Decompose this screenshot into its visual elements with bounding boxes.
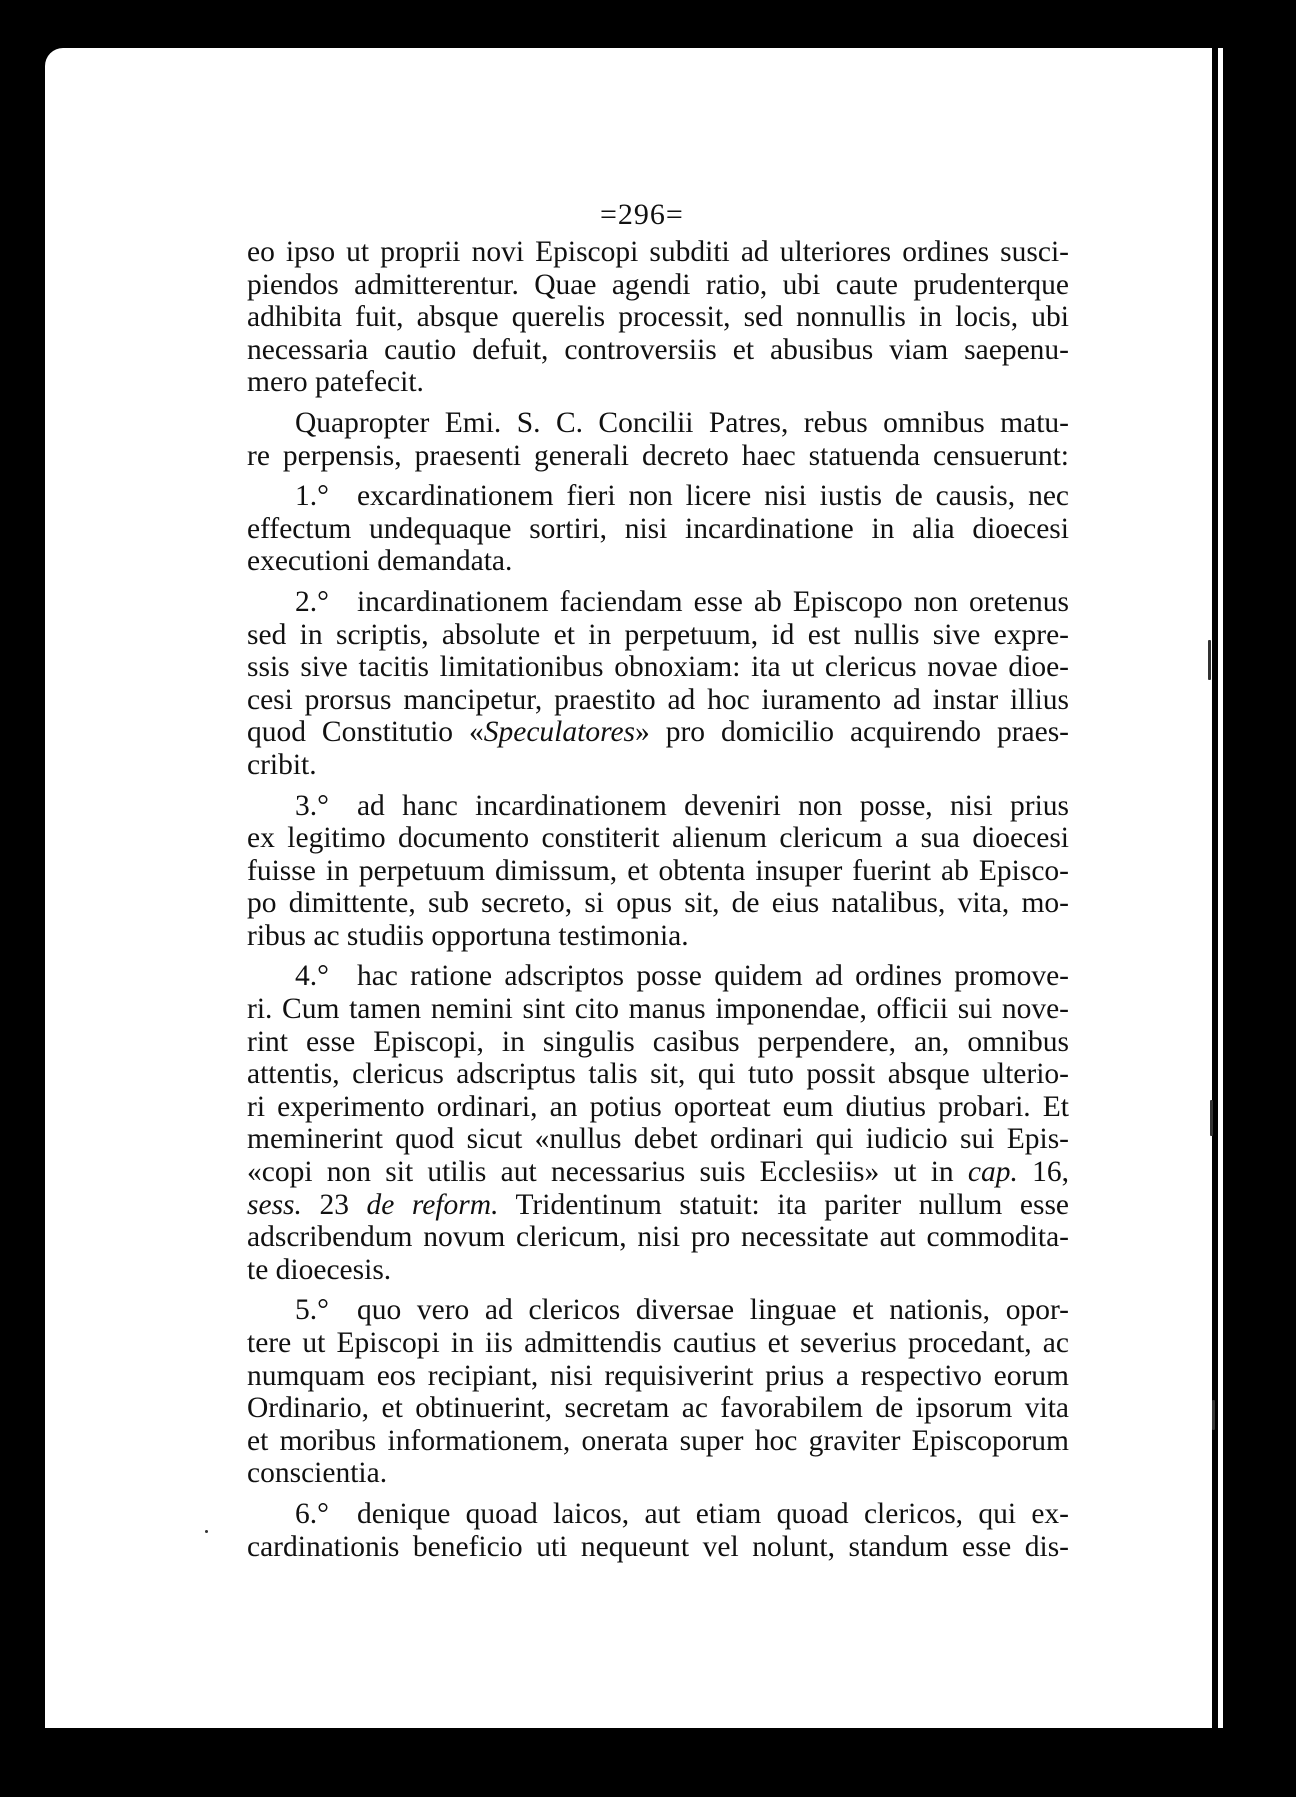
text-line: piendos admitterentur. Quae agendi ratio, ubi caute prudenterque [247,268,1069,301]
item-number: 6.° [295,1497,329,1530]
scan-speck [205,1530,208,1533]
text-line: Quapropter Emi. S. C. Concilii Patres, rebus omnibus matu- [295,406,1069,439]
item-number: 4.° [295,960,329,993]
text-line: 1.° excardinationem fieri non licere nisi iustis de causis, nec [295,480,1069,513]
text-line: cardinationis beneficio uti nequeunt vel nolunt, standum esse dis- [247,1530,1069,1563]
item-5 [247,1294,1069,1490]
item-4 [247,960,1069,1286]
page-text [247,236,1069,1571]
page-edge [1212,48,1218,1728]
text-line: cesi prorsus mancipetur, praestito ad hoc iuramento ad instar illius [247,683,1069,716]
text-line: et moribus informationem, onerata super hoc graviter Episcoporum [247,1424,1069,1457]
text-line: quod Constitutio «Speculatores» pro domicilio acquirendo praes- [247,716,1069,749]
text-line: Ordinario, et obtinuerint, secretam ac favorabilem de ipsorum vita [247,1392,1069,1425]
text-line: mero patefecit. [247,366,424,399]
item-2 [247,586,1069,782]
text-line: fuisse in perpetuum dimissum, et obtenta insuper fuerint ab Episco- [247,854,1069,887]
text-line: re perpensis, praesenti generali decreto haec statuenda censuerunt: [247,439,1069,472]
text-line: te dioecesis. [247,1253,392,1286]
text-line: conscientia. [247,1457,388,1490]
text-line: ribus ac studiis opportuna testimonia. [247,919,689,952]
scan-speck [1210,1100,1213,1136]
text-line: sess. 23 de reform. Tridentinum statuit: ita pariter nullum esse [247,1188,1069,1221]
text-line: attentis, clericus adscriptus talis sit, qui tuto possit absque ulterio- [247,1058,1069,1091]
scan-speck [1212,1400,1215,1430]
item-number: 2.° [295,585,329,618]
item-number: 1.° [295,480,329,513]
scan-speck [1208,640,1211,680]
text-line: 5.° quo vero ad clericos diversae linguae et nationis, opor- [295,1294,1069,1327]
text-line: «copi non sit utilis aut necessarius suis Ecclesiis» ut in cap. 16, [247,1156,1069,1189]
text-line: cribit. [247,748,317,781]
text-line: ri. Cum tamen nemini sint cito manus imponendae, officii sui nove- [247,993,1069,1026]
text-line: 6.° denique quoad laicos, aut etiam quoad clericos, qui ex- [295,1497,1069,1530]
text-line: tere ut Episcopi in iis admittendis cautius et severius procedant, ac [247,1327,1069,1359]
text-line: adhibita fuit, absque querelis processit, sed nonnullis in locis, ubi [247,301,1069,334]
text-line: eo ipso ut proprii novi Episcopi subditi ad ulteriores ordines susci- [247,236,1069,268]
scan-border-right [1223,48,1296,1728]
text-line: necessaria cautio defuit, controversiis et abusibus viam saepenu- [247,333,1069,366]
text-line: effectum undequaque sortiri, nisi incardinatione in alia dioecesi [247,512,1069,545]
item-number: 5.° [295,1294,329,1327]
item-6 [247,1498,1069,1563]
text-line: executioni demandata. [247,545,513,578]
text-line: rint esse Episcopi, in singulis casibus perpendere, an, omnibus [247,1025,1069,1058]
text-line: numquam eos recipiant, nisi requisiverint prius a respectivo eorum [247,1359,1069,1392]
item-number: 3.° [295,789,329,822]
text-line: 4.° hac ratione adscriptos posse quidem ad ordines promove- [295,960,1069,993]
text-line: ex legitimo documento constiterit alienum clericum a sua dioecesi [247,822,1069,855]
item-3 [247,790,1069,953]
text-line: sed in scriptis, absolute et in perpetuum, id est nullis sive expre- [247,618,1069,651]
item-1 [247,480,1069,578]
page-number: =296= [600,198,684,231]
text-line: adscribendum novum clericum, nisi pro necessitate aut commodita- [247,1221,1069,1254]
text-line: meminerint quod sicut «nullus debet ordinari qui iudicio sui Epis- [247,1123,1069,1156]
text-line: po dimittente, sub secreto, si opus sit, de eius natalibus, vita, mo- [247,887,1069,920]
paragraph-quapropter [247,407,1069,472]
text-line: 3.° ad hanc incardinationem deveniri non posse, nisi prius [295,789,1069,822]
text-line: ri experimento ordinari, an potius oporteat eum diutius probari. Et [247,1090,1069,1123]
paragraph-intro [247,236,1069,399]
text-line: ssis sive tacitis limitationibus obnoxiam: ita ut clericus novae dioe- [247,651,1069,684]
text-line: 2.° incardinationem faciendam esse ab Episcopo non oretenus [295,585,1069,618]
